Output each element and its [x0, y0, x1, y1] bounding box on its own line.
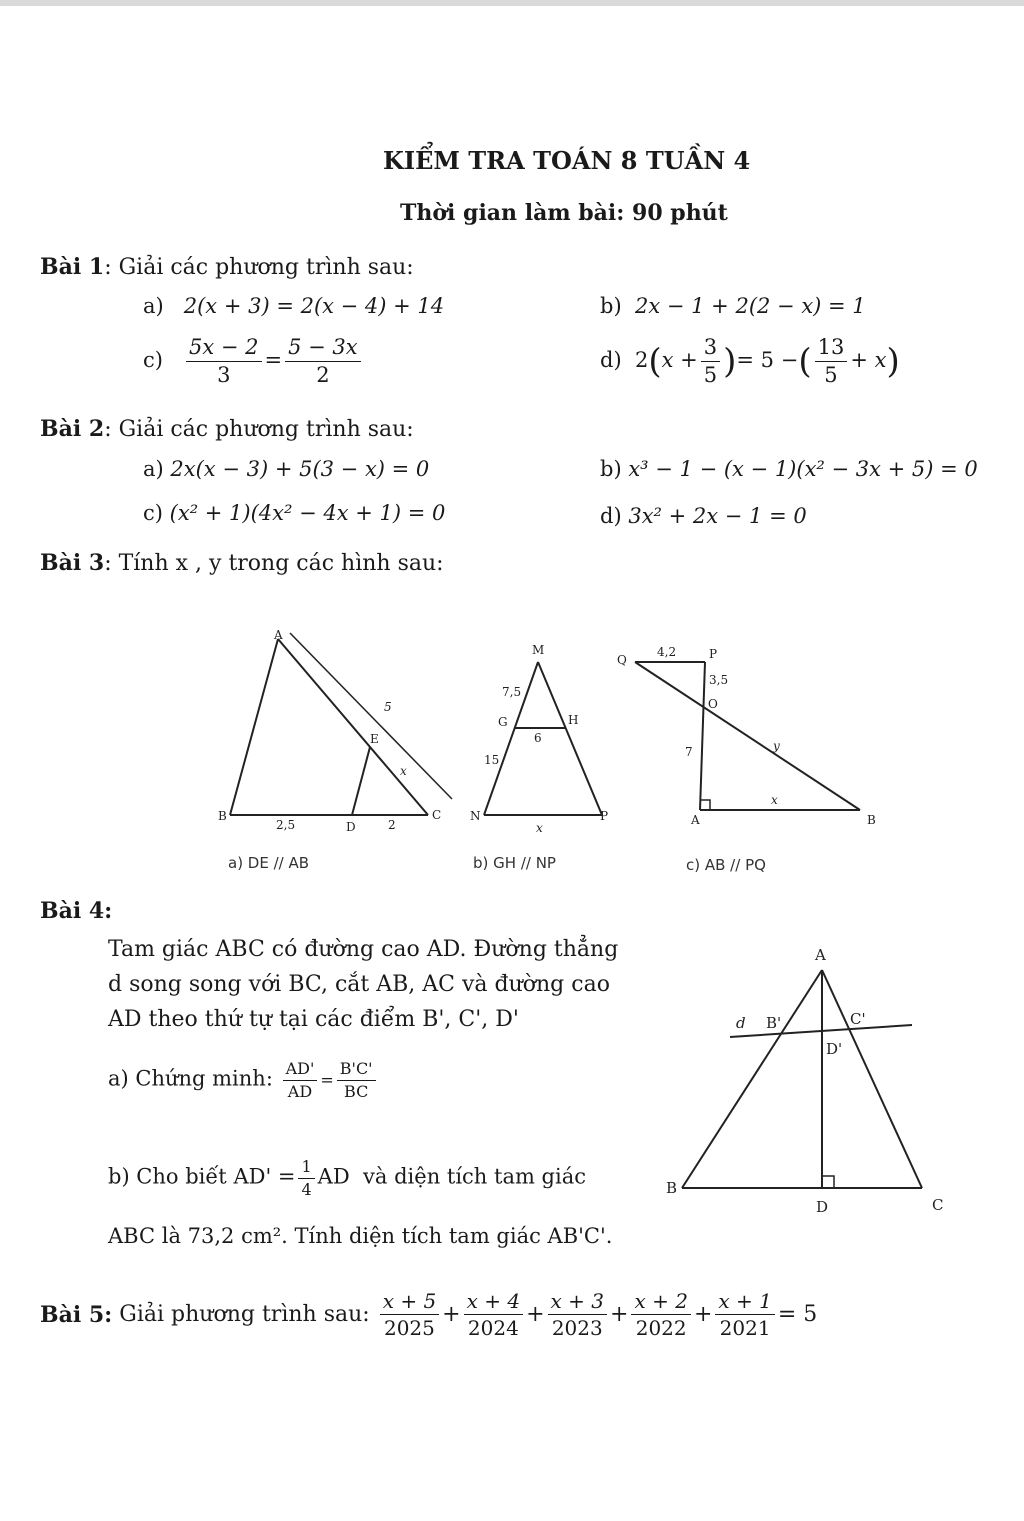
fraction	[285, 336, 361, 387]
item-label: a)	[143, 457, 164, 481]
side-6: 6	[534, 731, 542, 745]
numerator: B'C'	[337, 1060, 376, 1081]
bai2-label: Bài 2	[40, 416, 105, 442]
bai3-instruction: : Tính x , y trong các hình sau:	[104, 551, 444, 576]
fraction	[186, 336, 262, 387]
denominator: 2024	[467, 1316, 519, 1340]
plus-sign: +	[442, 1302, 461, 1327]
side-x: x	[536, 821, 543, 835]
side-ab	[230, 639, 278, 815]
bai1-instruction: : Giải các phương trình sau:	[104, 255, 414, 280]
dimension-line	[290, 633, 452, 799]
side-mp	[538, 662, 602, 815]
figure-c-triangles	[605, 640, 890, 835]
item-label: d)	[600, 348, 622, 373]
label-a: A	[691, 813, 700, 827]
fraction	[337, 1060, 376, 1100]
bai1-item-d	[600, 336, 900, 387]
bai4-label: Bài 4:	[40, 898, 113, 924]
label-c-prime: C'	[850, 1010, 866, 1028]
fraction	[701, 336, 720, 387]
plus-sign: +	[526, 1302, 545, 1327]
side-7: 7	[685, 745, 693, 759]
fraction	[548, 1290, 607, 1339]
label-c: C	[432, 808, 442, 822]
right-angle-mark	[700, 800, 710, 810]
denominator: 4	[301, 1179, 312, 1199]
right-paren: )	[723, 341, 737, 382]
label-p: P	[600, 809, 609, 823]
label-q: Q	[617, 653, 627, 667]
side-2-5: 2,5	[276, 818, 296, 832]
fraction	[298, 1158, 314, 1198]
denominator: 3	[217, 363, 231, 388]
fraction	[715, 1290, 774, 1339]
item-label: c)	[143, 348, 163, 373]
denominator: 2025	[383, 1316, 435, 1340]
denominator: 2023	[551, 1316, 603, 1340]
equation: 3x² + 2x − 1 = 0	[628, 504, 807, 528]
bai3-label: Bài 3	[40, 550, 105, 576]
side-y: y	[773, 739, 780, 753]
coefficient: 2	[635, 348, 649, 373]
bai2-item-a	[143, 457, 429, 481]
label-h: H	[568, 713, 579, 727]
part-label: b) Cho biết	[108, 1164, 227, 1189]
page-title: KIỂM TRA TOÁN 8 TUẦN 4	[383, 146, 751, 175]
denominator: 2021	[719, 1316, 771, 1340]
numerator: 5x − 2	[186, 336, 262, 362]
label-b: B	[867, 813, 876, 827]
segment-de	[352, 747, 370, 815]
bai3-heading	[40, 550, 444, 576]
right-paren: )	[886, 341, 900, 382]
figure-a-caption: a) DE // AB	[228, 854, 310, 872]
numerator: 1	[298, 1158, 314, 1179]
equation: 2x − 1 + 2(2 − x) = 1	[635, 294, 866, 318]
bai4-part-b	[108, 1158, 586, 1198]
label-b: B	[666, 1179, 678, 1197]
label-p: P	[709, 647, 718, 661]
numerator: x + 4	[464, 1290, 523, 1315]
bai5-label: Bài 5:	[40, 1301, 113, 1328]
part-label: a) Chứng minh:	[108, 1066, 273, 1091]
figure-c-caption: c) AB // PQ	[686, 856, 766, 874]
segment-qb	[635, 662, 860, 810]
term: AD	[317, 1164, 350, 1189]
bai4-problem-text: Tam giác ABC có đường cao AD. Đường thẳng d song song với BC, cắt AB, AC và đường cao AD theo thứ tự tại các điểm B', C', D'	[108, 937, 619, 1032]
numerator: x + 1	[715, 1290, 774, 1315]
term: x +	[661, 348, 698, 373]
bai2-heading	[40, 416, 414, 442]
bai2-item-b	[600, 457, 978, 481]
label-a: A	[274, 628, 283, 642]
denominator: 5	[824, 363, 838, 388]
equation: 2(x + 3) = 2(x − 4) + 14	[183, 294, 445, 318]
time-limit: Thời gian làm bài: 90 phút	[400, 200, 728, 226]
left-paren: (	[798, 341, 812, 382]
denominator: 2	[316, 363, 330, 388]
plus-sign: +	[610, 1302, 629, 1327]
fraction	[464, 1290, 523, 1339]
bai4-heading	[40, 898, 112, 924]
figure-a-triangle	[210, 625, 470, 840]
label-b: B	[218, 809, 227, 823]
item-label: b)	[600, 457, 622, 481]
term: = 5 −	[736, 348, 799, 373]
item-label: b)	[600, 294, 622, 318]
equation: 2x(x − 3) + 5(3 − x) = 0	[170, 457, 430, 481]
fraction	[815, 336, 848, 387]
item-label: a)	[143, 294, 164, 318]
plus-sign: +	[693, 1302, 713, 1327]
equation: (x² + 1)(4x² − 4x + 1) = 0	[169, 501, 446, 525]
denominator: 5	[703, 363, 718, 388]
label-d-prime: D'	[826, 1040, 843, 1058]
side-7-5: 7,5	[502, 685, 522, 699]
side-ac	[278, 639, 428, 815]
numerator: x + 3	[548, 1290, 607, 1315]
bai1-item-c	[143, 336, 364, 387]
term: AD' =	[233, 1164, 296, 1189]
label-d: D	[346, 820, 356, 834]
side-3-5: 3,5	[709, 673, 729, 687]
bai5-instruction: Giải phương trình sau:	[119, 1302, 370, 1327]
side-x: x	[400, 764, 407, 778]
numerator: 13	[815, 336, 848, 362]
text: và diện tích tam giác	[363, 1164, 586, 1189]
label-n: N	[470, 809, 481, 823]
label-e: E	[370, 732, 379, 746]
equals: =	[264, 348, 283, 373]
label-o: O	[708, 697, 718, 711]
bai2-item-d	[600, 504, 807, 528]
fraction	[380, 1290, 439, 1339]
right-hand-side: = 5	[777, 1302, 818, 1327]
bai4-figure	[660, 940, 960, 1220]
top-border	[0, 0, 1024, 6]
item-label: d)	[600, 504, 622, 528]
numerator: x + 5	[380, 1290, 439, 1315]
fraction	[631, 1290, 690, 1339]
label-g: G	[498, 715, 508, 729]
figure-b-caption: b) GH // NP	[473, 854, 556, 872]
bai4-part-a	[108, 1060, 379, 1100]
bai5-row	[40, 1290, 817, 1339]
side-5: 5	[384, 700, 392, 714]
equals: =	[320, 1070, 334, 1090]
denominator: BC	[344, 1081, 369, 1101]
right-angle-mark	[822, 1176, 834, 1188]
numerator: x + 2	[631, 1290, 690, 1315]
bai1-item-b	[600, 294, 866, 318]
bai2-instruction: : Giải các phương trình sau:	[104, 417, 414, 442]
left-paren: (	[648, 341, 662, 382]
label-m: M	[532, 643, 545, 657]
denominator: AD	[287, 1081, 313, 1101]
equation: x³ − 1 − (x − 1)(x² − 3x + 5) = 0	[628, 457, 978, 481]
label-a: A	[815, 946, 826, 964]
term: + x	[850, 348, 887, 373]
numerator: AD'	[283, 1060, 318, 1081]
denominator: 2022	[635, 1316, 687, 1340]
label-line-d: d	[736, 1014, 746, 1032]
label-b-prime: B'	[766, 1014, 782, 1032]
bai4-part-b-line2: ABC là 73,2 cm². Tính diện tích tam giác AB'C'.	[108, 1224, 613, 1248]
label-c: C	[932, 1196, 944, 1214]
side-x: x	[771, 793, 778, 807]
label-d: D	[816, 1198, 829, 1216]
side-ac	[822, 970, 922, 1188]
side-2: 2	[388, 818, 396, 832]
numerator: 3	[701, 336, 720, 362]
bai1-heading	[40, 254, 414, 280]
side-4-2: 4,2	[657, 645, 677, 659]
side-15: 15	[484, 753, 500, 767]
item-label: c)	[143, 501, 163, 525]
fraction	[283, 1060, 318, 1100]
side-ab	[682, 970, 822, 1188]
segment-pa	[700, 662, 705, 810]
bai2-item-c	[143, 501, 445, 525]
bai1-item-a	[143, 294, 444, 318]
bai1-label: Bài 1	[40, 254, 105, 280]
numerator: 5 − 3x	[285, 336, 361, 362]
figure-b-triangle	[470, 640, 620, 835]
